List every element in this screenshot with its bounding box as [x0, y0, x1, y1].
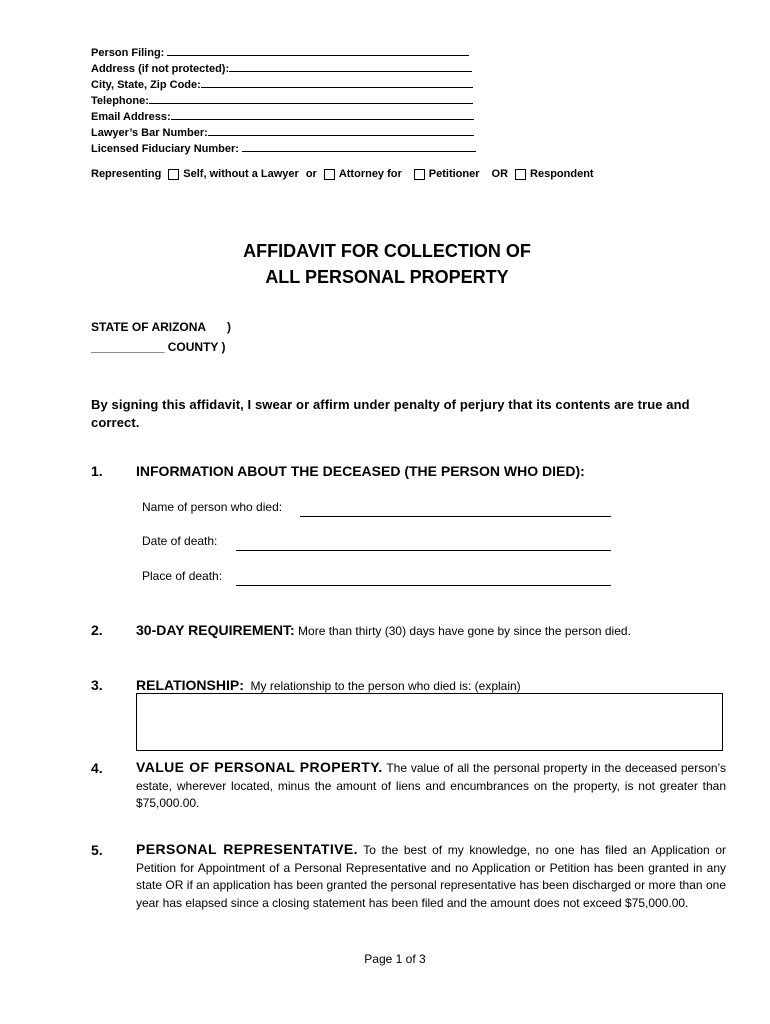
person-filing-label: Person Filing:	[91, 47, 168, 59]
telephone-row	[91, 92, 473, 109]
relationship-explain-box[interactable]	[136, 693, 723, 751]
section-1-number: 1.	[91, 463, 103, 479]
section-5-paragraph	[136, 841, 726, 912]
or-label-2: OR	[491, 168, 509, 180]
section-4-heading: VALUE OF PERSONAL PROPERTY.	[136, 759, 383, 775]
place-of-death-line[interactable]	[236, 584, 611, 586]
section-2-row	[136, 622, 631, 638]
section-5-text: To the best of my knowledge, no one has filed an Application or Petition for Appointment of a Personal Representative and no Application or Petition has been granted in any state OR if an application has been granted the personal representative has been discharged or more than one year has elapsed since a closing statement has been filed and the amount does not exceed $75,000.00.	[136, 843, 726, 910]
or-label: or	[305, 168, 317, 180]
place-of-death-label: Place of death:	[142, 569, 223, 583]
state-label: STATE OF ARIZONA	[91, 320, 207, 334]
representing-row	[91, 168, 594, 180]
section-4-text: The value of all the personal property in the deceased person’s estate, wherever located, minus the amount of liens and encumbrances on the property, is not greater than $75,000.00.	[136, 761, 726, 810]
name-of-deceased-label: Name of person who died:	[142, 500, 283, 514]
telephone-line[interactable]	[149, 92, 473, 104]
attorney-checkbox[interactable]	[324, 169, 335, 180]
telephone-label: Telephone:	[91, 95, 149, 107]
section-5-heading: PERSONAL REPRESENTATIVE.	[136, 841, 358, 857]
section-3-heading: RELATIONSHIP:	[136, 677, 244, 693]
section-5-number: 5.	[91, 842, 103, 858]
section-3-text: My relationship to the person who died is: (explain)	[243, 679, 521, 693]
document-title-line2: ALL PERSONAL PROPERTY	[265, 267, 509, 287]
city-state-zip-line[interactable]	[201, 76, 473, 88]
bar-number-label: Lawyer’s Bar Number:	[91, 127, 208, 139]
petitioner-option-label: Petitioner	[428, 168, 480, 180]
person-filing-row	[91, 44, 469, 61]
section-4-paragraph	[136, 759, 726, 813]
address-line[interactable]	[229, 60, 472, 72]
fiduciary-number-line[interactable]	[242, 140, 476, 152]
respondent-checkbox[interactable]	[515, 169, 526, 180]
section-4-number: 4.	[91, 760, 103, 776]
email-line[interactable]	[171, 108, 474, 120]
date-of-death-label: Date of death:	[142, 534, 218, 548]
representing-label: Representing	[91, 168, 162, 180]
respondent-option-label: Respondent	[530, 168, 594, 180]
section-2-heading: 30-DAY REQUIREMENT:	[136, 622, 295, 638]
city-state-zip-row	[91, 76, 473, 93]
petitioner-checkbox[interactable]	[414, 169, 425, 180]
section-1-heading: INFORMATION ABOUT THE DECEASED (THE PERSON WHO DIED):	[136, 463, 585, 479]
fiduciary-number-label: Licensed Fiduciary Number:	[91, 143, 242, 155]
email-label: Email Address:	[91, 111, 171, 123]
email-row	[91, 108, 474, 125]
bar-number-row	[91, 124, 474, 141]
name-of-deceased-line[interactable]	[300, 515, 611, 517]
city-state-zip-label: City, State, Zip Code:	[91, 79, 201, 91]
state-paren: )	[227, 320, 231, 334]
bar-number-line[interactable]	[208, 124, 474, 136]
attorney-option-label: Attorney for	[338, 168, 402, 180]
section-3-number: 3.	[91, 677, 103, 693]
fiduciary-number-row	[91, 140, 476, 157]
page-number: Page 1 of 3	[364, 952, 426, 966]
county-label: ___________ COUNTY )	[91, 340, 226, 354]
section-3-row	[136, 677, 521, 693]
person-filing-line[interactable]	[167, 44, 469, 56]
document-title-line1: AFFIDAVIT FOR COLLECTION OF	[243, 241, 531, 261]
oath-statement: By signing this affidavit, I swear or affirm under penalty of perjury that its contents are true and correct.	[91, 397, 690, 430]
address-label: Address (if not protected):	[91, 63, 230, 75]
self-option-label: Self, without a Lawyer	[183, 168, 299, 180]
section-2-text: More than thirty (30) days have gone by since the person died.	[294, 624, 631, 638]
self-checkbox[interactable]	[168, 169, 179, 180]
date-of-death-line[interactable]	[236, 549, 611, 551]
section-2-number: 2.	[91, 622, 103, 638]
address-row	[91, 60, 472, 77]
